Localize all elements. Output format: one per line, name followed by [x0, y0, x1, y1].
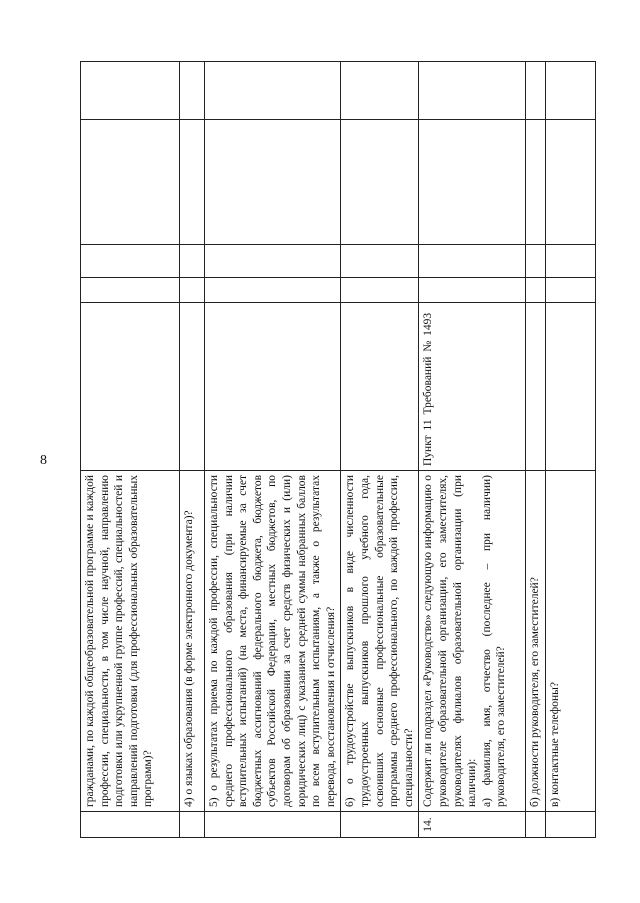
reference-cell	[205, 303, 341, 471]
question-text: гражданами, по каждой общеобразовательной программе и каждой профессии, специальности, в том числе научной, направлению подготовки или укрупненной группе профессий, специальностей и направлений подготовки (для профессиональных образовательных программ)?	[81, 471, 180, 812]
reference-cell	[546, 303, 596, 471]
answer-cell	[526, 278, 546, 303]
answer-cell	[205, 120, 341, 245]
reference-cell	[81, 303, 180, 471]
note-cell	[180, 62, 205, 120]
table-row	[180, 62, 205, 838]
reference-cell	[341, 303, 419, 471]
question-text: б) должности руководителя, его заместителей?	[526, 471, 546, 812]
answer-cell	[546, 278, 596, 303]
answer-cell	[546, 120, 596, 245]
note-cell	[419, 62, 526, 120]
table-row	[341, 62, 419, 838]
row-number: 14.	[419, 812, 526, 838]
table-row	[546, 62, 596, 838]
row-number	[205, 812, 341, 838]
row-number	[526, 812, 546, 838]
note-cell	[526, 62, 546, 120]
question-text: 5) о результатах приема по каждой профессии, специальности среднего профессионального образования (при наличии вступительных испытаний) (на места, финансируемые за счет бюджетных ассигнований федерального бюджета, бюджетов субъектов Российской Федерации, местных бюджетов, по договорам об образовании за счет средств физических и (или) юридических лиц) с указанием средней суммы набранных баллов по всем вступительным испытаниям, а также о результатах перевода, восстановления и отчисления?	[205, 471, 341, 812]
rotated-checklist-table	[80, 62, 580, 838]
question-text: 6) о трудоустройстве выпускников в виде численности трудоустроенных выпускников прошлого учебного года, освоивших основные профессиональные образовательные программы среднего профессионального, по каждой профессии, специальности?	[341, 471, 419, 812]
answer-cell	[81, 120, 180, 245]
reference-cell: Пункт 11 Требований № 1493	[419, 303, 526, 471]
reference-cell	[526, 303, 546, 471]
answer-cell	[180, 245, 205, 278]
answer-cell	[81, 245, 180, 278]
question-text: 4) о языках образования (в форме электронного документа)?	[180, 471, 205, 812]
note-cell	[205, 62, 341, 120]
row-number	[341, 812, 419, 838]
table-row	[81, 62, 180, 838]
checklist-table	[80, 61, 596, 838]
note-cell	[81, 62, 180, 120]
question-text: в) контактные телефоны?	[546, 471, 596, 812]
page-number: 8	[40, 453, 47, 468]
answer-cell	[180, 278, 205, 303]
table-row	[205, 62, 341, 838]
answer-cell	[526, 120, 546, 245]
answer-cell	[546, 245, 596, 278]
table-row	[526, 62, 546, 838]
answer-cell	[81, 278, 180, 303]
reference-cell	[180, 303, 205, 471]
answer-cell	[419, 245, 526, 278]
note-cell	[341, 62, 419, 120]
row-number	[81, 812, 180, 838]
answer-cell	[205, 245, 341, 278]
answer-cell	[205, 278, 341, 303]
answer-cell	[341, 245, 419, 278]
answer-cell	[180, 120, 205, 245]
note-cell	[546, 62, 596, 120]
answer-cell	[419, 120, 526, 245]
row-number	[180, 812, 205, 838]
question-text: Содержит ли подраздел «Руководство» следующую информацию о руководителе образовательной организации, его заместителях, руководителях филиалов образовательной организации (при наличии): а) фамилия, имя, отчество (последнее – при наличии) руководителя, его заместителей?	[419, 471, 526, 812]
answer-cell	[341, 120, 419, 245]
answer-cell	[419, 278, 526, 303]
answer-cell	[341, 278, 419, 303]
answer-cell	[526, 245, 546, 278]
table-row	[419, 62, 526, 838]
row-number	[546, 812, 596, 838]
